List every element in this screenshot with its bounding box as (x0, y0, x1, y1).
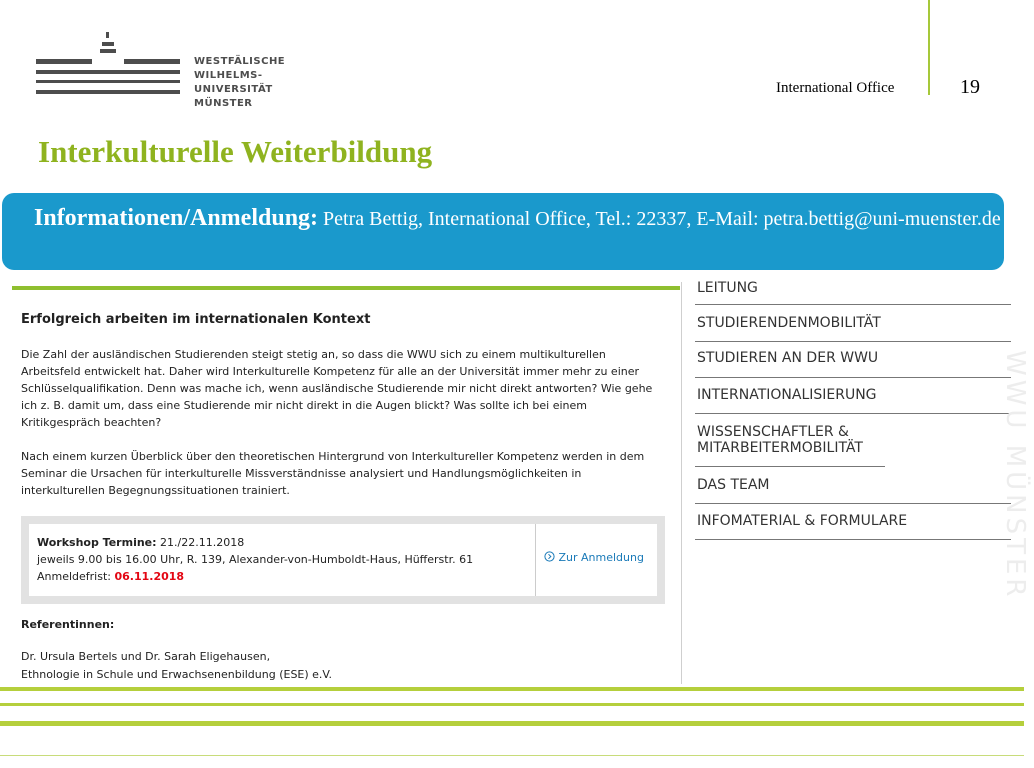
wwu-watermark: WWU MÜNSTER (1000, 350, 1030, 601)
speakers-names: Dr. Ursula Bertels und Dr. Sarah Eligehausen, (21, 650, 271, 663)
register-link[interactable] (544, 551, 644, 564)
footer-stripe (0, 755, 1024, 756)
nav-item-das-team[interactable]: DAS TEAM (695, 467, 1011, 504)
header-divider (928, 0, 930, 95)
workshop-times: jeweils 9.00 bis 16.00 Uhr, R. 139, Alexander-von-Humboldt-Haus, Hüfferstr. 61 (37, 553, 474, 566)
intro-paragraph: Die Zahl der ausländischen Studierenden steigt stetig an, so dass die WWU sich zu einem multikulturellen Arbeitsfeld entwickelt hat. Daher wird Interkulturelle Kompetenz für alle an der Universität immer mehr zu einer Schlüsselqualifikation. Denn was mache ich, wenn ausländische Studierende mir nicht direkt antworten? Wie gehe ich z. B. damit um, dass eine Studierende mir nicht direkt in die Augen blickt? Was sollte ich bei einem Kritikgespräch beachten? (21, 348, 653, 429)
nav-item-leitung[interactable]: LEITUNG (695, 278, 1011, 305)
speakers-heading: Referentinnen: (21, 618, 115, 631)
deadline-date: 06.11.2018 (114, 570, 185, 583)
logo-bars-icon (34, 30, 184, 100)
seminar-paragraph: Nach einem kurzen Überblick über den theoretischen Hintergrund von Interkultureller Kompetenz werden in dem Seminar die Ursachen für interkulturelle Missverständnisse analysiert und Handlungsmöglichkeiten in interkulturellen Begegnungssituationen trainiert. (21, 450, 645, 497)
workshop-box (21, 516, 665, 604)
nav-item-studierendenmobilitaet[interactable]: STUDIERENDENMOBILITÄT (695, 305, 1011, 342)
nav-item-studieren-an-der-wwu[interactable]: STUDIEREN AN DER WWU (695, 342, 1011, 378)
workshop-details (37, 534, 473, 585)
webpage-screenshot (12, 286, 680, 688)
workshop-label: Workshop Termine: (37, 536, 157, 549)
nav-item-infomaterial[interactable]: INFOMATERIAL & FORMULARE (695, 504, 1011, 540)
slide-number: 19 (960, 76, 980, 98)
content-heading: Erfolgreich arbeiten im internationalen Kontext (21, 312, 371, 327)
arrow-circle-icon (544, 551, 555, 562)
footer-stripe (0, 687, 1024, 691)
wwu-logo (34, 30, 334, 109)
deadline-label: Anmeldefrist: (37, 570, 115, 583)
nav-item-internationalisierung[interactable]: INTERNATIONALISIERUNG (695, 378, 1011, 414)
slide-title: Interkulturelle Weiterbildung (38, 134, 433, 169)
info-box (2, 193, 1004, 270)
office-label: International Office (776, 80, 895, 96)
workshop-dates: 21./22.11.2018 (156, 536, 245, 549)
workshop-divider (535, 524, 536, 596)
speakers-organization: Ethnologie in Schule und Erwachsenenbildung (ESE) e.V. (21, 668, 333, 681)
nav-item-wissenschaftler[interactable]: WISSENSCHAFTLER & MITARBEITERMOBILITÄT (695, 414, 885, 467)
info-label: Informationen/Anmeldung: (34, 205, 319, 231)
university-name: WESTFÄLISCHE WILHELMS-UNIVERSITÄT MÜNSTER (194, 56, 286, 109)
side-navigation (695, 278, 1011, 540)
register-link-label: Zur Anmeldung (558, 551, 644, 564)
info-text: Petra Bettig, International Office, Tel.: 22337, E-Mail: petra.bettig@uni-muenster.de (318, 208, 1001, 230)
footer-stripe (0, 703, 1024, 706)
footer-stripe (0, 721, 1024, 726)
screenshot-border (681, 282, 682, 684)
